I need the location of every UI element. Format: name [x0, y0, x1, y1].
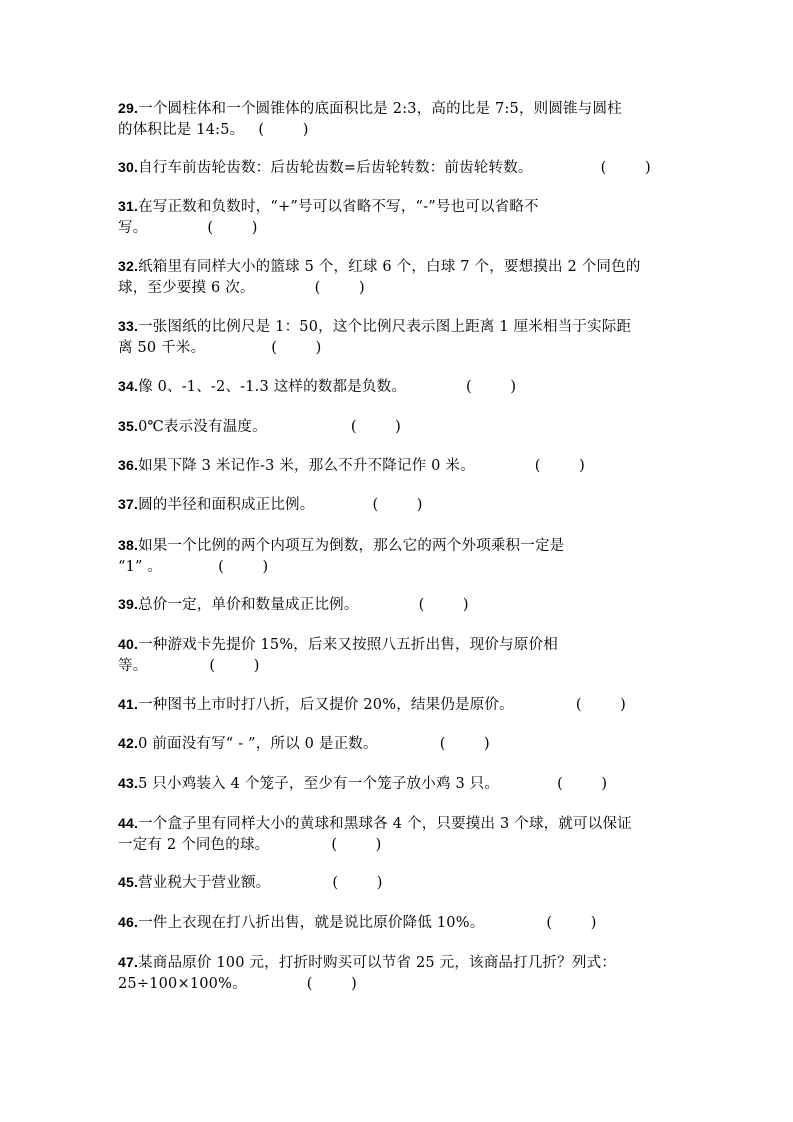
question-text-line-1: 一种图书上市时打八折，后又提价 20%，结果仍是原价。: [138, 697, 514, 713]
question-number: 31.: [118, 198, 139, 214]
question-number: 46.: [118, 914, 139, 930]
question-number: 30.: [118, 159, 139, 175]
question-text-line-2: “1” 。: [118, 559, 163, 575]
question-text-line-1: 如果下降 3 米记作-3 米，那么不升不降记作 0 米。: [138, 458, 475, 474]
question-39: [118, 594, 688, 616]
question-text-line-2: 写。: [118, 220, 148, 236]
question-38: [118, 535, 688, 578]
question-text-line-1: 自行车前齿轮齿数：后齿轮齿数=后齿轮转数：前齿轮转数。: [138, 160, 533, 176]
question-32: [118, 256, 688, 299]
answer-parentheses[interactable]: ( ): [218, 559, 269, 575]
question-number: 39.: [118, 596, 139, 612]
question-30: [118, 157, 688, 179]
answer-parentheses[interactable]: ( ): [372, 497, 423, 513]
question-33: [118, 316, 688, 359]
question-text-line-1: 5 只小鸡装入 4 个笼子，至少有一个笼子放小鸡 3 只。: [138, 776, 500, 792]
question-text-line-2: 离 50 千米。: [118, 340, 206, 356]
question-number: 32.: [118, 258, 139, 274]
question-text-line-1: 在写正数和负数时，“+”号可以省略不写，“-”号也可以省略不: [138, 199, 539, 215]
question-34: [118, 376, 688, 398]
answer-parentheses[interactable]: ( ): [314, 280, 365, 296]
answer-parentheses[interactable]: ( ): [600, 160, 651, 176]
question-44: [118, 813, 688, 856]
question-text-line-1: 总价一定，单价和数量成正比例。: [138, 597, 359, 613]
answer-parentheses[interactable]: ( ): [306, 976, 357, 992]
question-text-line-1: 一张图纸的比例尺是 1：50，这个比例尺表示图上距离 1 厘米相当于实际距: [138, 319, 632, 335]
question-number: 34.: [118, 378, 139, 394]
question-text-line-1: 像 0、-1、-2、-1.3 这样的数都是负数。: [138, 379, 407, 395]
answer-parentheses[interactable]: ( ): [209, 658, 260, 674]
question-number: 40.: [118, 636, 139, 652]
question-29: [118, 98, 688, 141]
question-42: [118, 733, 688, 755]
question-text-line-2: 一定有 2 个同色的球。: [118, 837, 270, 853]
question-text-line-1: 某商品原价 100 元，打折时购买可以节省 25 元，该商品打几折？列式：: [138, 955, 617, 971]
question-text-line-1: 营业税大于营业额。: [138, 875, 271, 891]
question-number: 29.: [118, 100, 139, 116]
question-text-line-1: 圆的半径和面积成正比例。: [138, 497, 315, 513]
answer-parentheses[interactable]: ( ): [546, 915, 597, 931]
answer-parentheses[interactable]: ( ): [466, 379, 517, 395]
answer-parentheses[interactable]: ( ): [575, 697, 626, 713]
question-number: 37.: [118, 496, 139, 512]
question-text-line-2: 25÷100×100%。: [118, 976, 247, 992]
question-36: [118, 455, 688, 477]
question-number: 43.: [118, 775, 139, 791]
question-37: [118, 494, 688, 516]
question-text-line-1: 0 前面没有写“ - ”，所以 0 是正数。: [138, 736, 378, 752]
question-number: 44.: [118, 815, 139, 831]
answer-parentheses[interactable]: ( ): [207, 220, 258, 236]
question-number: 45.: [118, 874, 139, 890]
question-text-line-1: 0℃表示没有温度。: [138, 419, 267, 435]
question-41: [118, 694, 688, 716]
answer-parentheses[interactable]: ( ): [258, 122, 309, 138]
question-35: [118, 416, 688, 438]
question-43: [118, 773, 688, 795]
question-number: 33.: [118, 318, 139, 334]
question-45: [118, 872, 688, 894]
question-number: 35.: [118, 418, 139, 434]
question-text-line-1: 如果一个比例的两个内项互为倒数，那么它的两个外项乘积一定是: [138, 538, 565, 554]
question-31: [118, 196, 688, 239]
answer-parentheses[interactable]: ( ): [350, 419, 401, 435]
question-number: 41.: [118, 696, 139, 712]
question-40: [118, 634, 688, 677]
answer-parentheses[interactable]: ( ): [439, 736, 490, 752]
question-46: [118, 912, 688, 934]
answer-parentheses[interactable]: ( ): [331, 837, 382, 853]
question-text-line-1: 一件上衣现在打八折出售，就是说比原价降低 10%。: [138, 915, 485, 931]
question-text-line-1: 纸箱里有同样大小的篮球 5 个，红球 6 个，白球 7 个，要想摸出 2 个同色的: [138, 259, 641, 275]
question-text-line-1: 一个盒子里有同样大小的黄球和黑球各 4 个，只要摸出 3 个球，就可以保证: [138, 816, 632, 832]
question-47: [118, 952, 688, 995]
question-number: 38.: [118, 537, 139, 553]
question-text-line-2: 的体积比是 14:5。: [118, 122, 245, 138]
question-number: 42.: [118, 735, 139, 751]
answer-parentheses[interactable]: ( ): [534, 458, 585, 474]
answer-parentheses[interactable]: ( ): [332, 875, 383, 891]
question-text-line-1: 一种游戏卡先提价 15%，后来又按照八五折出售，现价与原价相: [138, 637, 558, 653]
question-number: 36.: [118, 457, 139, 473]
question-number: 47.: [118, 954, 139, 970]
question-text-line-2: 等。: [118, 658, 148, 674]
answer-parentheses[interactable]: ( ): [557, 776, 608, 792]
question-text-line-1: 一个圆柱体和一个圆锥体的底面积比是 2:3，高的比是 7:5，则圆锥与圆柱: [138, 101, 622, 117]
answer-parentheses[interactable]: ( ): [418, 597, 469, 613]
answer-parentheses[interactable]: ( ): [271, 340, 322, 356]
question-text-line-2: 球，至少要摸 6 次。: [118, 280, 255, 296]
